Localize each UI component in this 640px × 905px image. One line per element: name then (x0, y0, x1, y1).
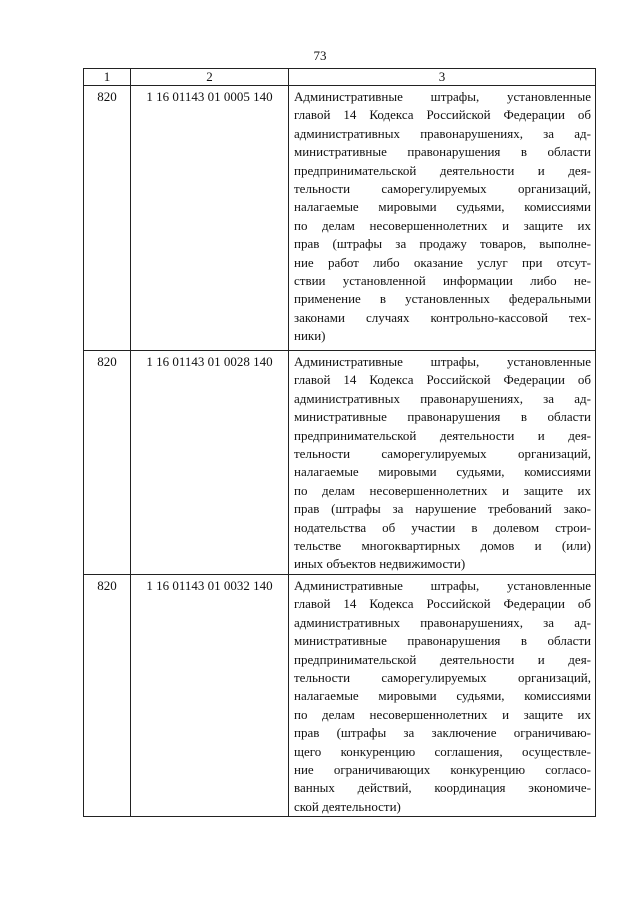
table-row (84, 86, 596, 351)
description-line: главой 14 Кодекса Российской Федерации об (294, 596, 591, 612)
description-line: тельности саморегулируемых организаций, (294, 669, 591, 685)
description-line: Административные штрафы, установленные (294, 577, 591, 593)
description-line: ванных действий, координация экономиче- (294, 780, 591, 796)
description-line: предпринимательской деятельности и дея- (294, 162, 591, 178)
description-line: налагаемые мировыми судьями, комиссиями (294, 688, 591, 704)
description-line: тельности саморегулируемых организаций, (294, 181, 591, 197)
description-line: тельстве многоквартирных домов и (или) (294, 538, 591, 554)
description-line: Административные штрафы, установленные (294, 89, 591, 104)
description-line: законами случаях контрольно-кассовой тех- (294, 309, 591, 325)
table-row (84, 574, 596, 816)
description-line: по делам несовершеннолетних и защите их (294, 706, 591, 722)
description-line: министративные правонарушения в области (294, 633, 591, 649)
description-cell (289, 574, 596, 816)
description-line: прав (штрафы за продажу товаров, выполне- (294, 236, 591, 252)
description-line: главой 14 Кодекса Российской Федерации об (294, 372, 591, 388)
description-line: применение в установленных федеральными (294, 291, 591, 307)
description-line: по делам несовершеннолетних и защите их (294, 482, 591, 498)
description-cell (289, 351, 596, 575)
description-line: главой 14 Кодекса Российской Федерации об (294, 107, 591, 123)
description-line: предпринимательской деятельности и дея- (294, 651, 591, 667)
kbk-code-cell: 1 16 01143 01 0032 140 (131, 574, 289, 816)
description-line: щего конкуренцию соглашения, осуществле- (294, 743, 591, 759)
description-line: административных правонарушениях, за ад- (294, 125, 591, 141)
description-line: министративные правонарушения в области (294, 409, 591, 425)
description-line: предпринимательской деятельности и дея- (294, 427, 591, 443)
description-line: иных объектов недвижимости) (294, 556, 466, 572)
description-line: налагаемые мировыми судьями, комиссиями (294, 464, 591, 480)
description-line: ской деятельности) (294, 798, 401, 814)
description-line: административных правонарушениях, за ад- (294, 390, 591, 406)
kbk-code-cell: 1 16 01143 01 0028 140 (131, 351, 289, 575)
description-line: ние ограничивающих конкуренцию согласо- (294, 761, 591, 777)
description-line: по делам несовершеннолетних и защите их (294, 217, 591, 233)
kbk-code-cell: 1 16 01143 01 0005 140 (131, 86, 289, 351)
budget-codes-table (83, 68, 596, 817)
column-header-3: 3 (289, 69, 596, 86)
description-cell (289, 86, 596, 351)
description-line: ники) (294, 328, 326, 344)
column-header-1: 1 (84, 69, 131, 86)
description-line: Административные штрафы, установленные (294, 354, 591, 369)
description-line: нодательства об участии в долевом строи- (294, 519, 591, 535)
description-line: налагаемые мировыми судьями, комиссиями (294, 199, 591, 215)
description-line: тельности саморегулируемых организаций, (294, 446, 591, 462)
description-line: ние работ либо оказание услуг при отсут- (294, 254, 591, 270)
description-line: ствии установленной информации либо не- (294, 273, 591, 289)
description-line: административных правонарушениях, за ад- (294, 614, 591, 630)
table-row (84, 351, 596, 575)
table-header-row (84, 69, 596, 86)
admin-code-cell: 820 (84, 351, 131, 575)
description-line: министративные правонарушения в области (294, 144, 591, 160)
admin-code-cell: 820 (84, 86, 131, 351)
description-line: прав (штрафы за нарушение требований зако- (294, 501, 591, 517)
column-header-2: 2 (131, 69, 289, 86)
description-line: прав (штрафы за заключение ограничиваю- (294, 725, 591, 741)
page-number: 73 (313, 48, 327, 63)
admin-code-cell: 820 (84, 574, 131, 816)
